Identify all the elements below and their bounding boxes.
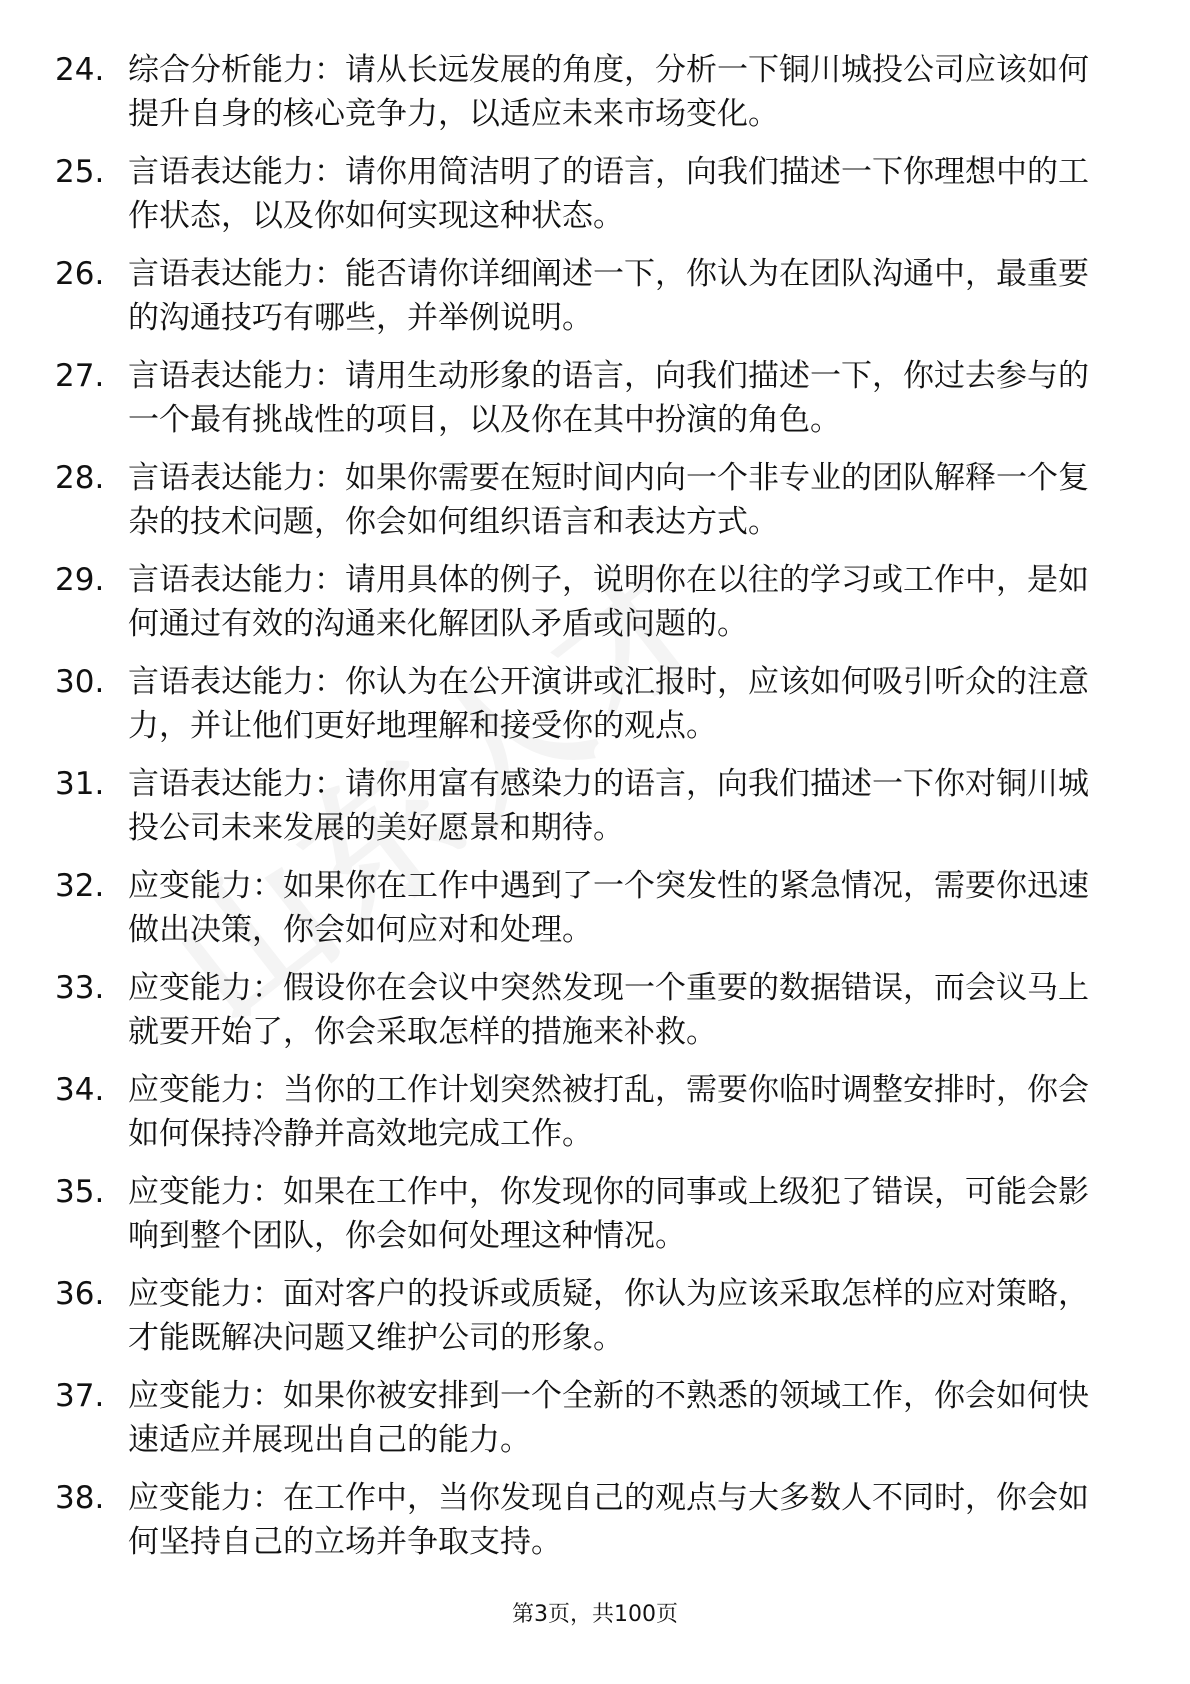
page-footer: 第3页，共100页: [512, 1602, 678, 1627]
question-text: 言语表达能力：如果你需要在短时间内向一个非专业的团队解释一个复杂的技术问题，你会如何组织语言和表达方式。: [128, 460, 1089, 540]
question-text: 综合分析能力：请从长远发展的角度，分析一下铜川城投公司应该如何提升自身的核心竞争力，以适应未来市场变化。: [128, 52, 1089, 132]
question-text: 应变能力：如果你被安排到一个全新的不熟悉的领域工作，你会如何快速适应并展现出自己的能力。: [128, 1378, 1089, 1458]
question-item: [55, 1068, 1115, 1170]
question-text: 言语表达能力：请用具体的例子，说明你在以往的学习或工作中，是如何通过有效的沟通来化解团队矛盾或问题的。: [128, 562, 1089, 642]
question-item: [55, 966, 1115, 1068]
question-item: [55, 1374, 1115, 1476]
question-text: 言语表达能力：请你用富有感染力的语言，向我们描述一下你对铜川城投公司未来发展的美好愿景和期待。: [128, 766, 1089, 846]
question-item: [55, 354, 1115, 456]
question-text: 应变能力：如果在工作中，你发现你的同事或上级犯了错误，可能会影响到整个团队，你会如何处理这种情况。: [128, 1174, 1089, 1254]
question-number: 28.: [55, 460, 105, 496]
question-item: [55, 558, 1115, 660]
question-item: [55, 1272, 1115, 1374]
question-text: 应变能力：假设你在会议中突然发现一个重要的数据错误，而会议马上就要开始了，你会采取怎样的措施来补救。: [128, 970, 1089, 1050]
question-text: 言语表达能力：请用生动形象的语言，向我们描述一下，你过去参与的一个最有挑战性的项目，以及你在其中扮演的角色。: [128, 358, 1089, 438]
question-item: [55, 1170, 1115, 1272]
question-number: 25.: [55, 154, 105, 190]
question-number: 26.: [55, 256, 105, 292]
question-text: 应变能力：如果你在工作中遇到了一个突发性的紧急情况，需要你迅速做出决策，你会如何应对和处理。: [128, 868, 1089, 948]
question-text: 应变能力：当你的工作计划突然被打乱，需要你临时调整安排时，你会如何保持冷静并高效地完成工作。: [128, 1072, 1089, 1152]
question-number: 29.: [55, 562, 105, 598]
question-number: 36.: [55, 1276, 105, 1312]
question-number: 33.: [55, 970, 105, 1006]
question-item: [55, 252, 1115, 354]
question-number: 30.: [55, 664, 105, 700]
question-item: [55, 456, 1115, 558]
question-item: [55, 864, 1115, 966]
question-number: 27.: [55, 358, 105, 394]
question-item: [55, 1476, 1115, 1578]
question-text: 应变能力：在工作中，当你发现自己的观点与大多数人不同时，你会如何坚持自己的立场并争取支持。: [128, 1480, 1089, 1560]
question-item: [55, 660, 1115, 762]
question-number: 35.: [55, 1174, 105, 1210]
question-text: 言语表达能力：你认为在公开演讲或汇报时，应该如何吸引听众的注意力，并让他们更好地理解和接受你的观点。: [128, 664, 1089, 744]
question-item: [55, 48, 1115, 150]
question-number: 24.: [55, 52, 105, 88]
question-number: 37.: [55, 1378, 105, 1414]
question-number: 38.: [55, 1480, 105, 1516]
question-number: 31.: [55, 766, 105, 802]
question-text: 言语表达能力：请你用简洁明了的语言，向我们描述一下你理想中的工作状态，以及你如何实现这种状态。: [128, 154, 1089, 234]
question-number: 32.: [55, 868, 105, 904]
question-item: [55, 762, 1115, 864]
question-text: 言语表达能力：能否请你详细阐述一下，你认为在团队沟通中，最重要的沟通技巧有哪些，并举例说明。: [128, 256, 1089, 336]
question-number: 34.: [55, 1072, 105, 1108]
question-list: [55, 48, 1115, 1578]
question-item: [55, 150, 1115, 252]
question-text: 应变能力：面对客户的投诉或质疑，你认为应该采取怎样的应对策略，才能既解决问题又维护公司的形象。: [128, 1276, 1089, 1356]
